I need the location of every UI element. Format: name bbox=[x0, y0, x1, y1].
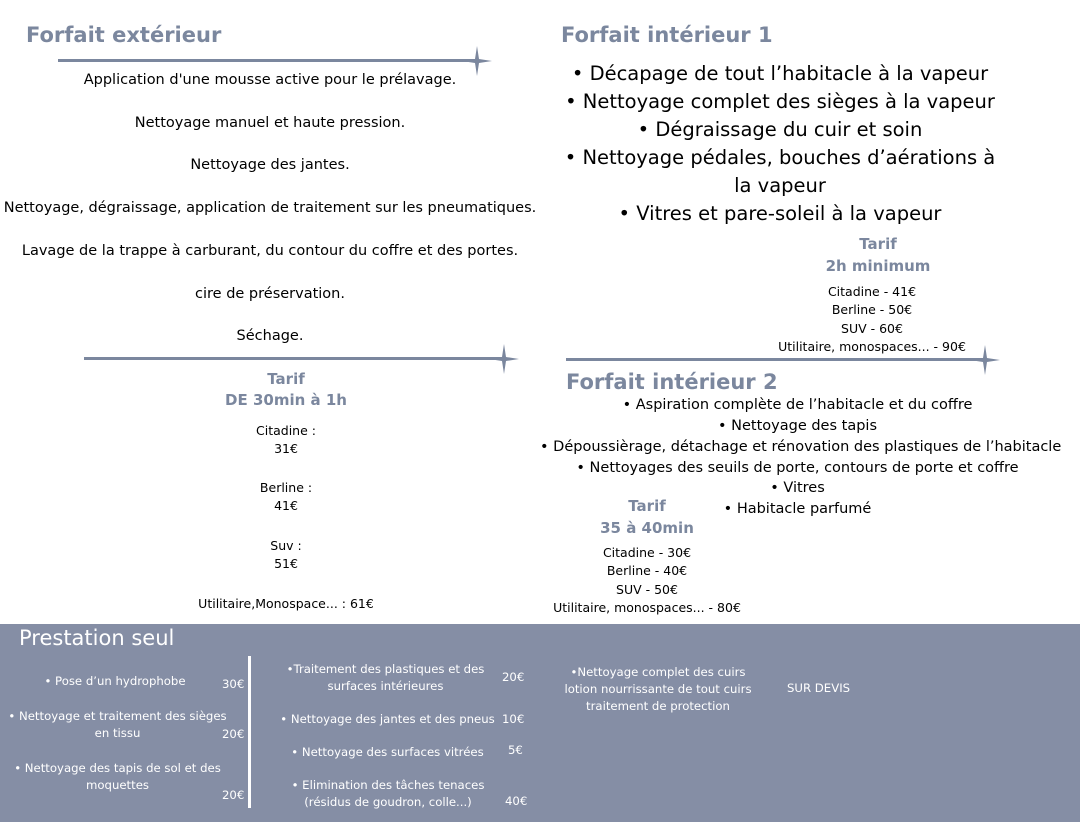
interior1-divider bbox=[566, 358, 986, 361]
prestation-price: 30€ bbox=[222, 677, 245, 691]
exterior-price-suv: Suv : 51€ bbox=[270, 538, 302, 572]
exterior-title: Forfait extérieur bbox=[26, 23, 222, 47]
sparkle-icon bbox=[970, 345, 1000, 375]
interior1-tarif-label: Tarif bbox=[859, 235, 897, 253]
interior2-title: Forfait intérieur 2 bbox=[566, 370, 778, 394]
interior2-item: • Habitacle parfumé bbox=[723, 501, 872, 517]
interior1-title: Forfait intérieur 1 bbox=[561, 23, 773, 47]
exterior-item: cire de préservation. bbox=[195, 286, 345, 302]
interior1-list bbox=[560, 60, 1000, 228]
exterior-tarif-label: Tarif bbox=[267, 370, 305, 388]
interior2-tarif-label: Tarif bbox=[628, 497, 666, 515]
prestation-item: • Pose d’un hydrophobe bbox=[44, 674, 186, 688]
exterior-price-citadine: Citadine : 31€ bbox=[256, 423, 316, 457]
prestation-price: 20€ bbox=[502, 670, 525, 684]
sparkle-icon bbox=[489, 344, 519, 374]
prestation-item: •Traitement des plastiques et des surfaces intérieures bbox=[286, 662, 485, 693]
interior2-prices: Citadine - 30€ Berline - 40€ SUV - 50€ Utilitaire, monospaces... - 80€ bbox=[553, 545, 741, 615]
interior1-item: • Nettoyage pédales, bouches d’aérations à la vapeur bbox=[564, 146, 996, 197]
exterior-item: Nettoyage des jantes. bbox=[190, 157, 350, 173]
exterior-item: Nettoyage manuel et haute pression. bbox=[134, 115, 406, 131]
exterior-divider-bottom bbox=[84, 357, 504, 360]
prestation-item: • Nettoyage des jantes et des pneus bbox=[280, 712, 495, 726]
column-divider bbox=[248, 656, 251, 808]
interior2-item: • Nettoyages des seuils de porte, contours de porte et coffre bbox=[576, 460, 1019, 476]
exterior-duration: DE 30min à 1h bbox=[225, 391, 347, 409]
prestation-price: 20€ bbox=[222, 727, 245, 741]
prestation-price: 40€ bbox=[505, 794, 528, 808]
interior2-item: • Vitres bbox=[770, 480, 825, 496]
interior1-item: • Vitres et pare-soleil à la vapeur bbox=[618, 202, 942, 225]
interior2-item: • Dépoussièrage, détachage et rénovation des plastiques de l’habitacle bbox=[540, 439, 1062, 455]
prestation-banner bbox=[0, 624, 1080, 822]
prestation-item: • Nettoyage des surfaces vitrées bbox=[291, 745, 484, 759]
exterior-item: Application d'une mousse active pour le prélavage. bbox=[83, 72, 457, 88]
exterior-item: Lavage de la trappe à carburant, du contour du coffre et des portes. bbox=[21, 243, 519, 259]
exterior-divider-top bbox=[58, 59, 476, 62]
interior1-item: • Décapage de tout l’habitacle à la vapeur bbox=[571, 62, 989, 85]
exterior-item: Séchage. bbox=[236, 328, 304, 344]
exterior-item: Nettoyage, dégraissage, application de traitement sur les pneumatiques. bbox=[3, 200, 537, 216]
prestation-price: 5€ bbox=[508, 743, 523, 757]
prestation-item: • Elimination des tâches tenaces (résidus de goudron, colle...) bbox=[291, 778, 485, 809]
exterior-price-utility: Utilitaire,Monospace... : 61€ bbox=[198, 596, 374, 611]
interior1-item: • Dégraissage du cuir et soin bbox=[637, 118, 923, 141]
interior2-item: • Aspiration complète de l’habitacle et du coffre bbox=[622, 397, 973, 413]
interior2-item: • Nettoyage des tapis bbox=[717, 418, 878, 434]
prestation-item: • Nettoyage et traitement des sièges en tissu bbox=[8, 709, 227, 740]
prestation-item: • Nettoyage des tapis de sol et des moquettes bbox=[14, 761, 221, 792]
exterior-price-berline: Berline : 41€ bbox=[259, 480, 313, 514]
prestation-price: 20€ bbox=[222, 788, 245, 802]
interior1-prices: Citadine - 41€ Berline - 50€ SUV - 60€ Utilitaire, monospaces... - 90€ bbox=[778, 284, 966, 354]
prestation-title: Prestation seul bbox=[19, 626, 175, 650]
prestation-price-quote: SUR DEVIS bbox=[787, 681, 851, 695]
interior1-duration: 2h minimum bbox=[825, 257, 931, 275]
interior2-duration: 35 à 40min bbox=[600, 519, 694, 537]
prestation-price: 10€ bbox=[502, 712, 525, 726]
interior1-item: • Nettoyage complet des sièges à la vapeur bbox=[565, 90, 995, 113]
prestation-item-leather: •Nettoyage complet des cuirs lotion nourrissante de tout cuirs traitement de protection bbox=[564, 665, 752, 713]
